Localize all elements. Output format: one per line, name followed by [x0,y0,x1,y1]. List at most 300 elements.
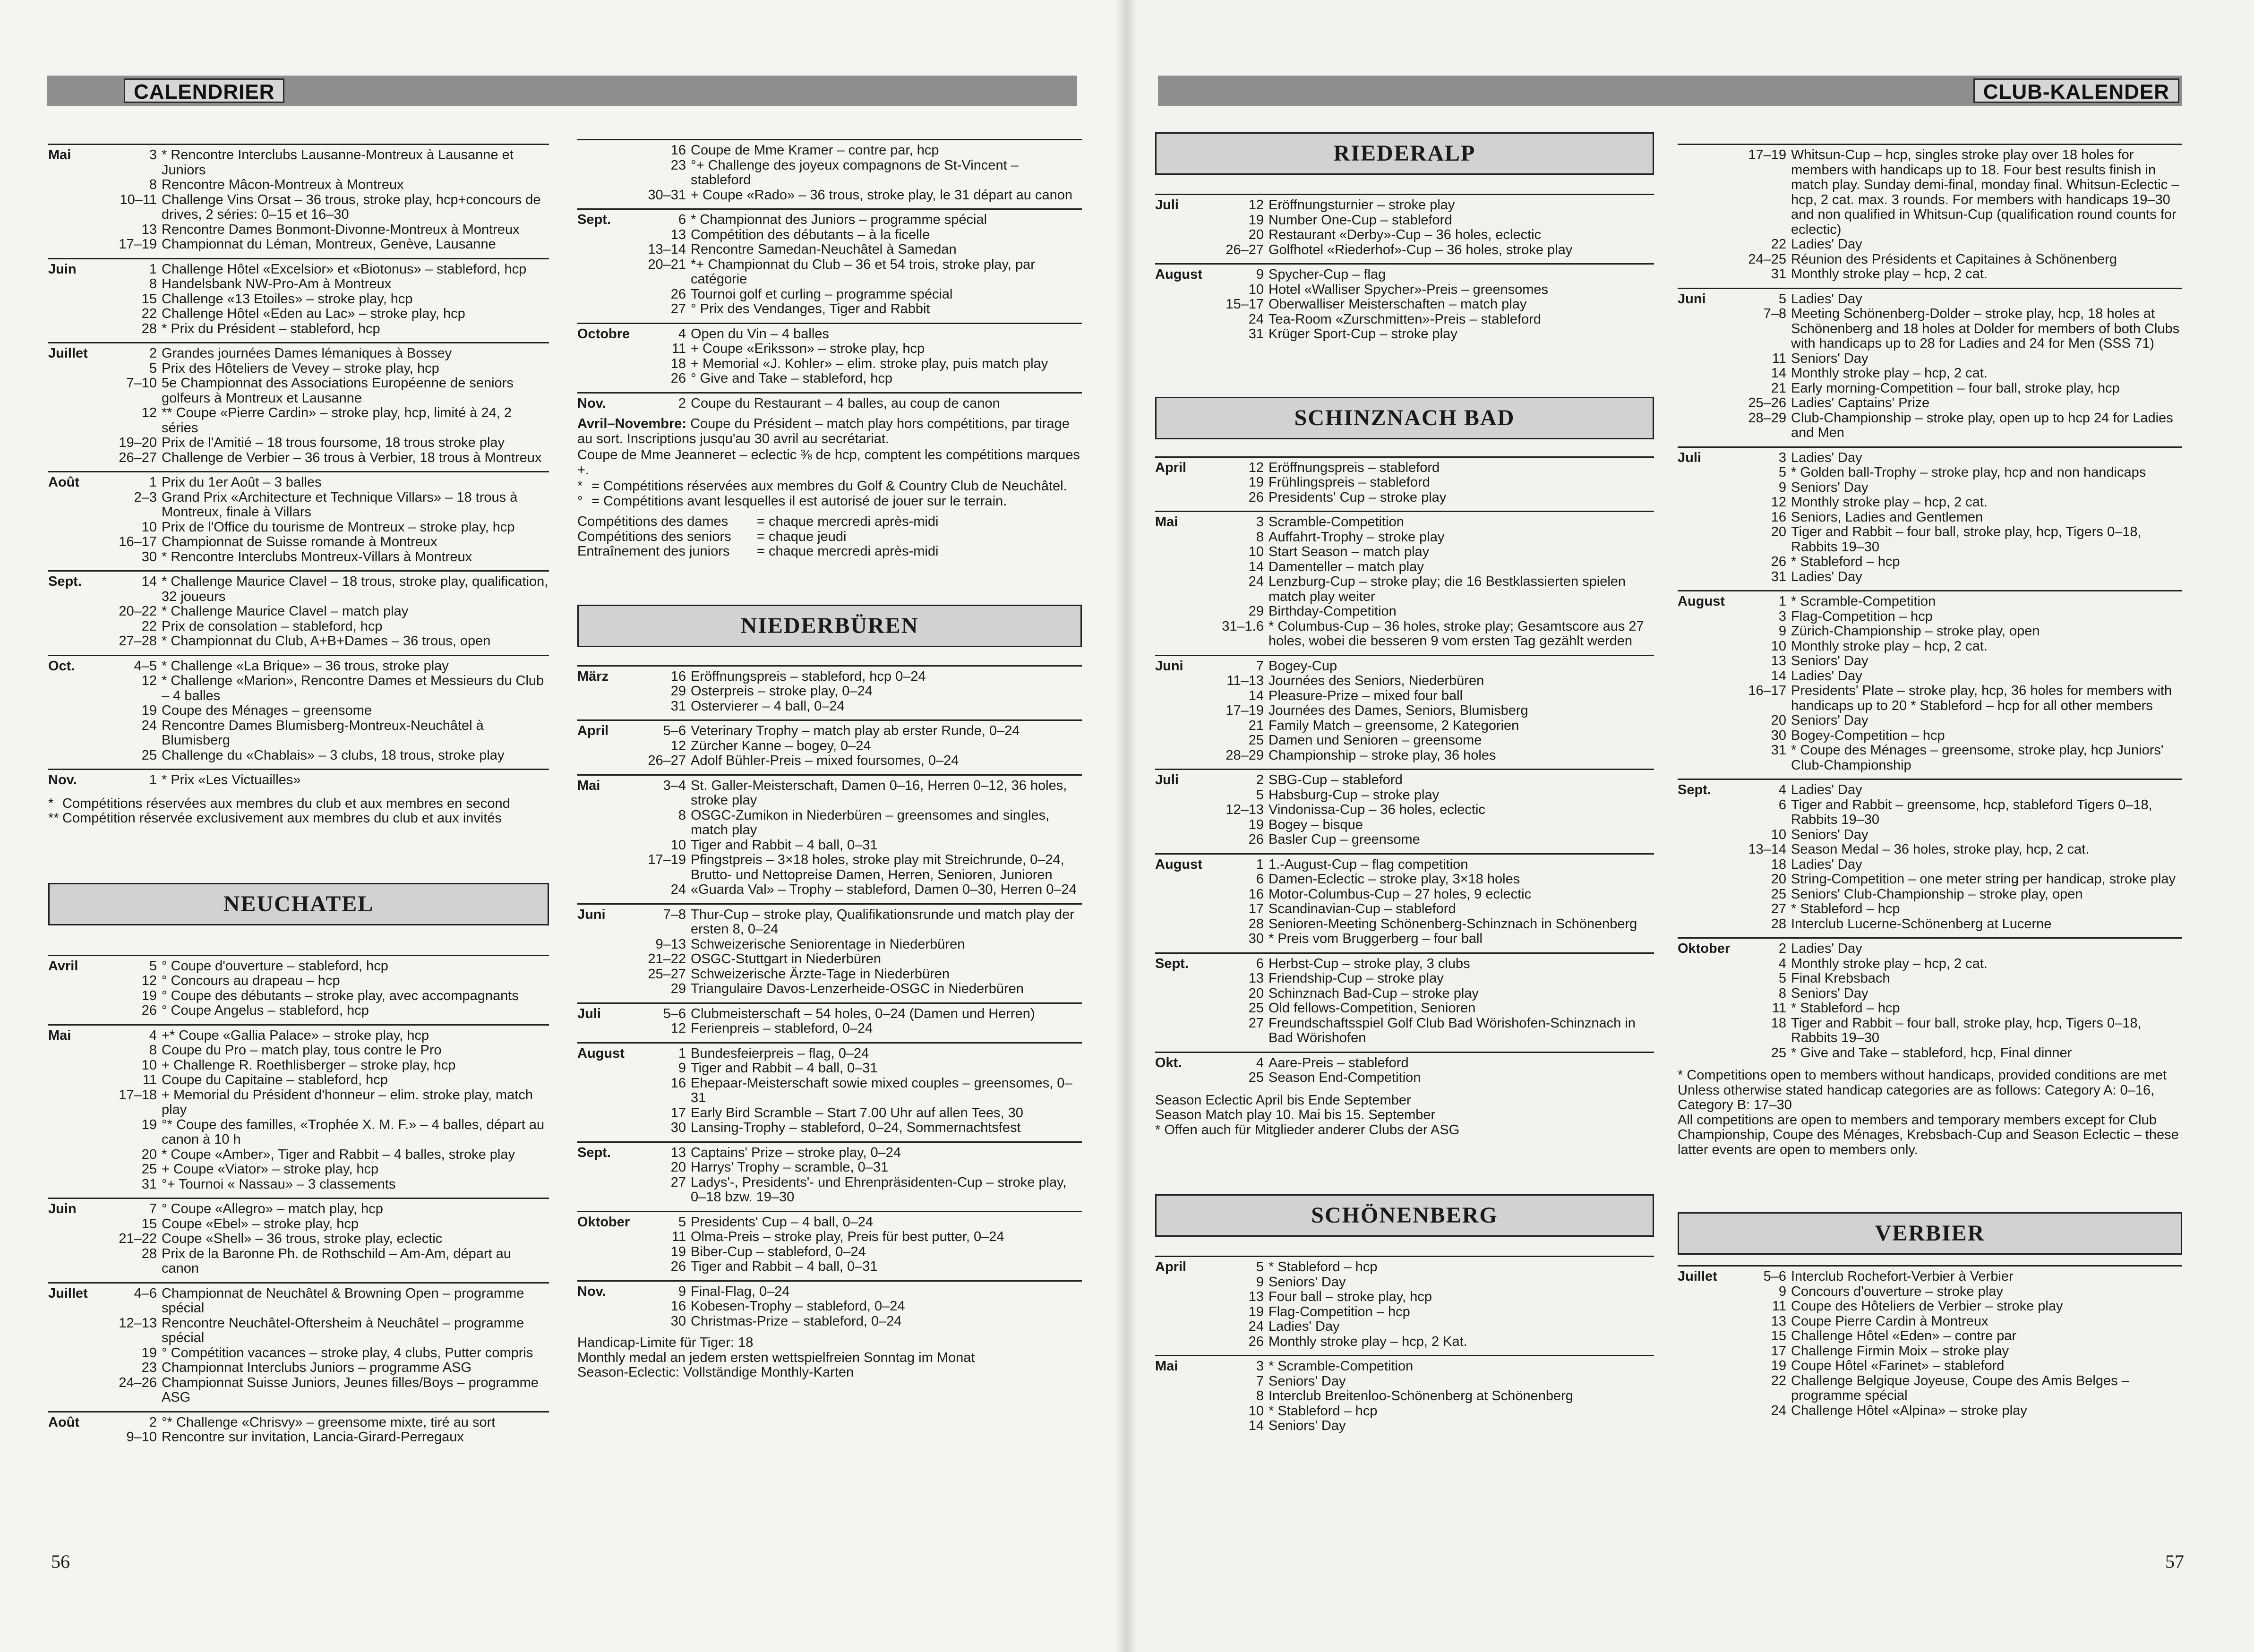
calendar-entry [1721,381,2182,396]
calendar-entry [92,490,549,520]
note-line: Season Match play 10. Mai bis 15. September [1155,1107,1436,1122]
calendar-entry [621,1061,1082,1076]
entry-date: 20–21 [648,257,686,272]
calendar-entry [621,739,1082,754]
entry-text: ° Coupe d'ouverture – stableford, hcp [162,958,388,974]
calendar-entry [1199,490,1654,505]
footnote-symbol: * [48,796,54,811]
calendar-entry [1199,902,1654,917]
entry-date: 1 [678,1045,686,1061]
niederburen-calendar [577,665,1082,1329]
entry-text: Ehepaar-Meisterschaft sowie mixed couples – greensomes, 0–31 [691,1075,1072,1105]
entry-date: 8 [1256,1388,1264,1404]
entry-text: «Guarda Val» – Trophy – stableford, Damen 0–30, Herren 0–24 [691,882,1077,897]
calendar-entry [1721,669,2182,684]
month-group [1678,144,2182,282]
entry-text: Seniors' Day [1791,351,1868,366]
month-group [577,903,1082,997]
entry-text: Aare-Preis – stableford [1268,1055,1409,1070]
entry-text: Schinznach Bad-Cup – stroke play [1268,985,1479,1001]
calendar-entry [92,436,549,451]
entry-date: 7–10 [126,376,157,391]
calendar-entry [1199,574,1654,604]
entry-text: + Memorial «J. Kohler» – elim. stroke play, puis match play [691,356,1048,371]
calendar-entry [92,1361,549,1376]
entries [1199,1359,1654,1434]
entry-text: 1.-August-Cup – flag competition [1268,856,1468,872]
entry-text: Journées des Seniors, Niederbüren [1268,673,1484,688]
entry-text: Seniors' Day [1791,653,1868,668]
entry-date: 27–28 [119,633,157,649]
entry-date: 26–27 [648,753,686,768]
calendar-entry [1199,475,1654,490]
entry-text: Schweizerische Ärzte-Tage in Niederbüren [691,966,950,982]
month-label: Juillet [48,1285,88,1301]
month-group [48,769,549,788]
entry-date: 2 [1256,772,1264,787]
calendar-entry [621,188,1082,203]
schonenberg-calendar-cont [1678,144,2182,1061]
calendrier-header-bar [47,76,1077,106]
schedule-value: = chaque mercredi après-midi [757,544,939,559]
entry-text: Season Medal – 36 holes, stroke play, hcp, 2 cat. [1791,842,2090,857]
month-label: Sept. [577,1145,611,1160]
calendar-entry [1721,525,2182,555]
entry-date: 26 [1771,554,1786,569]
entry-date: 26 [141,1003,157,1018]
month-label: April [1155,1259,1187,1275]
niederburen-notes [577,1335,1082,1380]
entry-date: 17 [670,1105,686,1121]
entry-text: Ladies' Day [1791,668,1862,684]
entry-date: 12 [141,405,157,420]
entry-text: Coupe du Pro – match play, tous contre le Pro [162,1043,442,1058]
entry-text: Rencontre Neuchâtel-Oftersheim à Neuchâtel – programme spécial [162,1315,524,1345]
calendar-entry [1721,872,2182,887]
entry-text: Club-Championship – stroke play, open up to hcp 24 for Ladies and Men [1791,410,2173,440]
calendar-entry [1721,1404,2182,1419]
calendar-entry [92,178,549,193]
entries [92,475,549,565]
entry-date: 10 [1771,638,1786,654]
entry-date: 31 [670,698,686,714]
calendar-entry [92,634,549,649]
month-group [1155,1256,1654,1349]
neuchatel-calendar-cont [577,139,1082,411]
entry-date: 13 [670,227,686,242]
entries [621,1146,1082,1205]
entry-text: Réunion des Présidents et Capitaines à Schönenberg [1791,251,2117,267]
entry-date: 13 [1248,1289,1264,1304]
calendar-entry [1199,282,1654,298]
entry-text: Presidents' Cup – 4 ball, 0–24 [691,1214,874,1230]
entry-date: 28–29 [1748,410,1786,426]
calendar-entry [1721,957,2182,972]
month-label: Mai [1155,1359,1178,1374]
calendar-entry [1199,748,1654,763]
entry-text: * Stableford – hcp [1791,901,1900,916]
calendar-entry [1199,733,1654,748]
month-group [1678,779,2182,932]
month-group [1155,456,1654,505]
entry-text: Monthly stroke play – hcp, 2 cat. [1791,266,1988,282]
montreux-notes [48,796,549,826]
entry-date: 12–13 [1226,802,1264,817]
entry-date: 4–5 [134,658,157,674]
entry-date: 5 [1256,1259,1264,1275]
entry-date: 14 [141,574,157,589]
entry-date: 25 [1771,886,1786,902]
entry-text: * Championnat des Juniors – programme spécial [691,212,987,227]
calendar-entry [92,277,549,292]
entry-date: 13 [670,1145,686,1160]
calendar-entry [1199,228,1654,243]
entries [1199,957,1654,1046]
entry-date: 16 [670,143,686,158]
calendar-entry [1721,609,2182,625]
calendar-entry [1721,1359,2182,1374]
entry-date: 5 [1778,971,1786,986]
entry-text: Zürich-Championship – stroke play, open [1791,624,2040,639]
entry-date: 19 [141,988,157,1003]
entry-text: * Coupe des Ménages – greensome, stroke play, hcp Juniors' Club-Championship [1791,743,2164,773]
calendar-entry [621,1245,1082,1260]
entry-date: 16 [670,1299,686,1314]
entry-text: Zürcher Kanne – bogey, 0–24 [691,738,871,753]
entry-date: 26–27 [119,450,157,465]
calendar-entry [621,669,1082,685]
entry-text: * Preis vom Bruggerberg – four ball [1268,931,1483,946]
entry-date: 28 [141,1246,157,1261]
entry-text: *+ Championnat du Club – 36 et 54 trois, stroke play, par catégorie [691,257,1035,287]
entry-text: + Challenge R. Roethlisberger – stroke play, hcp [162,1057,456,1073]
month-group [1678,937,2182,1061]
calendar-entry [1199,297,1654,312]
entry-text: Damen-Eclectic – stroke play, 3×18 holes [1268,872,1520,887]
entries [1199,461,1654,505]
calendar-entry [621,753,1082,769]
month-group [577,1002,1082,1036]
entry-text: Ladies' Day [1791,782,1862,797]
calendar-entry [1199,689,1654,704]
entry-text: + Coupe «Rado» – 36 trous, stroke play, le 31 départ au canon [691,187,1072,203]
month-group [577,774,1082,898]
entry-text: Coupe des Ménages – greensome [162,703,372,718]
calendar-entry [621,882,1082,898]
entry-date: 24 [1248,311,1264,327]
calendar-entry [621,1146,1082,1161]
entry-date: 13–14 [648,242,686,257]
entry-date: 8 [678,807,686,823]
calendar-entry [621,1175,1082,1205]
month-group [577,1280,1082,1329]
calendar-entry [1199,1305,1654,1320]
calendar-entry [92,406,549,436]
entry-text: Damen und Senioren – greensome [1268,733,1482,748]
calendar-entry [1721,728,2182,744]
calendar-entry [1721,148,2182,237]
entry-date: 17–19 [119,237,157,252]
entry-date: 5–6 [663,1006,686,1021]
calendar-entry [621,1021,1082,1036]
neuchatel-schedule [577,514,1082,559]
entry-date: 20 [1771,524,1786,539]
month-group [577,208,1082,317]
calendar-entry [92,1058,549,1073]
month-group [1155,263,1654,342]
entry-text: Coupe de Mme Kramer – contre par, hcp [691,143,939,158]
calendar-entry [621,1121,1082,1136]
entry-date: 19 [141,703,157,718]
entries [621,1046,1082,1136]
right-page [1126,0,2254,1652]
month-group [1155,194,1654,257]
entry-text: ° Coupe des débutants – stroke play, avec accompagnants [162,988,519,1003]
entries [92,659,549,763]
schedule-value: = chaque mercredi après-midi [757,514,939,529]
entry-text: Tiger and Rabbit – 4 ball, 0–31 [691,1259,878,1274]
entry-text: Biber-Cup – stableford, 0–24 [691,1244,866,1259]
month-group [1155,853,1654,947]
calendar-entry [1721,1314,2182,1329]
entry-text: Veterinary Trophy – match play ab erster Runde, 0–24 [691,723,1020,738]
entry-text: Herbst-Cup – stroke play, 3 clubs [1268,956,1470,971]
calendar-entry [92,748,549,763]
entry-date: 1 [1778,594,1786,609]
footnote-symbol: ** [48,811,59,826]
entry-date: 8 [1256,529,1264,545]
entries [1199,515,1654,649]
entry-date: 5 [149,958,157,974]
entry-date: 13 [1248,971,1264,986]
calendar-entry [621,684,1082,699]
entry-text: Rencontre Samedan-Neuchâtel à Samedan [691,242,957,257]
calendar-entry [92,1346,549,1361]
entry-text: Olma-Preis – stroke play, Preis für best putter, 0–24 [691,1229,1004,1244]
month-label: Juin [48,261,77,277]
entries [1721,451,2182,585]
entries [621,724,1082,769]
entry-date: 5 [678,1214,686,1230]
entry-date: 13 [1771,1313,1786,1329]
calendar-entry [1721,743,2182,773]
entry-text: Motor-Columbus-Cup – 27 holes, 9 eclectic [1268,886,1532,902]
month-group [1678,288,2182,441]
calendar-entry [1199,932,1654,947]
entry-date: 23 [141,1360,157,1375]
entry-text: Coupe «Ebel» – stroke play, hcp [162,1216,359,1232]
entry-text: ° Coupe «Allegro» – match play, hcp [162,1201,383,1216]
calendar-entry [1721,902,2182,917]
entry-date: 20 [141,1147,157,1162]
calendar-entry [621,779,1082,808]
calendar-entry [92,1147,549,1163]
entry-text: Pleasure-Prize – mixed four ball [1268,688,1463,703]
montreux-calendar [48,144,549,788]
entry-date: 22 [141,306,157,321]
entry-date: 5 [1778,465,1786,480]
calendar-entry [621,242,1082,257]
entry-text: Monthly stroke play – hcp, 2 cat. [1791,495,1988,510]
entry-date: 10 [141,519,157,535]
entry-text: Rencontre Dames Blumisberg-Montreux-Neuchâtel à Blumisberg [162,718,484,748]
entry-date: 12 [1248,197,1264,213]
entry-text: Monthly stroke play – hcp, 2 Kat. [1268,1334,1467,1349]
calendar-entry [92,1177,549,1192]
month-group [577,665,1082,714]
calendar-entry [621,302,1082,317]
calendar-entry [92,1162,549,1177]
page-number-right: 57 [2165,1551,2184,1572]
calendar-entry [1199,1319,1654,1335]
entry-text: Tiger and Rabbit – greensome, hcp, stableford Tigers 0–18, Rabbits 19–30 [1791,797,2152,827]
entry-date: 20 [1248,227,1264,242]
entry-text: * Rencontre Interclubs Montreux-Villars à Montreux [162,549,472,565]
entry-date: 24 [1771,1403,1786,1418]
entry-text: Golfhotel «Riederhof»-Cup – 36 holes, stroke play [1268,242,1573,257]
calendar-entry [1199,1404,1654,1419]
entry-date: 17–19 [1226,703,1264,718]
entry-date: 21–22 [119,1231,157,1246]
calendar-entry [621,724,1082,739]
schonenberg-calendar [1155,1256,1654,1434]
calendar-entry [621,158,1082,188]
entry-text: Osterpreis – stroke play, 0–24 [691,684,873,699]
calendar-entry [1721,971,2182,986]
entry-text: * Challenge Maurice Clavel – match play [162,604,409,619]
entry-date: 29 [1248,604,1264,619]
entry-date: 19 [141,1117,157,1132]
entry-text: Seniors' Day [1268,1274,1346,1290]
entry-date: 5–6 [1763,1269,1786,1284]
calendar-entry [1199,1056,1654,1071]
month-group [48,1411,549,1445]
entry-date: 4 [1256,1055,1264,1070]
calendar-entry [1199,619,1654,649]
entry-date: 12 [141,673,157,688]
calendar-entry [621,1299,1082,1314]
entry-text: Championship – stroke play, 36 holes [1268,747,1496,763]
entry-date: 19 [1248,212,1264,228]
calendar-entry [1199,1389,1654,1404]
month-label [577,143,621,203]
calendar-entry [1721,495,2182,510]
calendar-entry [1199,1001,1654,1016]
entry-date: 10 [1248,1403,1264,1419]
entry-text: Spycher-Cup – flag [1268,267,1386,282]
calendar-entry [1721,828,2182,843]
month-label: Nov. [48,772,77,787]
calendar-entry [92,1028,549,1044]
calendar-entry [1721,1046,2182,1061]
entry-text: Bogey-Cup [1268,658,1337,674]
calendar-entry [621,396,1082,411]
entries [1199,857,1654,947]
month-label: Juli [577,1006,601,1021]
entry-text: Interclub Rochefort-Verbier à Verbier [1791,1269,2014,1284]
calendar-entry [621,1046,1082,1061]
entry-text: Rencontre sur invitation, Lancia-Girard-Perregaux [162,1429,464,1445]
entry-date: 8 [149,1043,157,1058]
entry-text: Ladies' Day [1791,856,1862,872]
entries [621,779,1082,898]
month-group [577,392,1082,411]
calendar-entry [1199,243,1654,258]
month-label: Juillet [1678,1269,1717,1284]
calendar-entry [621,143,1082,158]
entry-text: Habsburg-Cup – stroke play [1268,787,1440,803]
entry-text: Auffahrt-Trophy – stroke play [1268,529,1445,545]
entry-date: 18 [1771,856,1786,872]
entry-date: 25 [1248,1001,1264,1016]
calendar-entry [1199,515,1654,530]
entry-text: * Stableford – hcp [1268,1259,1378,1275]
month-label: Juli [1155,772,1179,787]
entry-text: SBG-Cup – stableford [1268,772,1403,787]
entry-date: 27 [1771,901,1786,916]
month-label: Oktober [577,1214,630,1230]
entry-date: 21–22 [648,951,686,967]
entry-date: 27 [670,1174,686,1190]
entry-text: * Prix «Les Victuailles» [162,772,301,787]
entries [92,1415,549,1445]
entry-text: * Prix du Président – stableford, hcp [162,321,380,336]
entries [92,574,549,649]
calendar-entry [621,1259,1082,1275]
entry-date: 13 [1771,653,1786,668]
entry-date: 2 [678,395,686,411]
entry-text: Final Krebsbach [1791,971,1890,986]
entry-date: 10 [1248,544,1264,559]
entry-text: Interclub Lucerne-Schönenberg at Lucerne [1791,916,2052,932]
calendar-entry [1199,1359,1654,1374]
neuchatel-title: NEUCHATEL [48,883,549,925]
entry-date: 20–22 [119,604,157,619]
entry-text: Coupe du Capitaine – stableford, hcp [162,1072,388,1087]
entry-date: 16–17 [119,534,157,549]
entry-text: * Stableford – hcp [1791,1001,1900,1016]
schinznach-calendar [1155,456,1654,1086]
calendar-entry [621,838,1082,853]
entry-text: Lenzburg-Cup – stroke play; die 16 Bestklassierten spielen match play weiter [1268,574,1626,604]
calendar-entry [1721,639,2182,654]
entry-text: Presidents' Plate – stroke play, hcp, 36 holes for members with handicaps up to 20 * Stableford – hcp for all other members [1791,683,2172,713]
entry-date: 26 [1248,489,1264,505]
entry-date: 19 [1248,817,1264,832]
entry-text: Coupe Hôtel «Farinet» – stableford [1791,1358,2005,1373]
entry-text: * Rencontre Interclubs Lausanne-Montreux à Lausanne et Juniors [162,147,514,178]
month-label: August [1155,267,1202,282]
entry-date: 12 [1248,460,1264,475]
entry-text: * Challenge «Marion», Rencontre Dames et Messieurs du Club – 4 balles [162,673,544,703]
entry-date: 19–20 [119,435,157,450]
entry-text: Four ball – stroke play, hcp [1268,1289,1432,1304]
schedule-row [577,530,1082,545]
entry-text: Challenge Hôtel «Eden» – contre par [1791,1328,2017,1344]
entry-date: 28–29 [1226,747,1264,763]
entry-date: 2 [149,346,157,361]
entry-text: * Challenge «La Brique» – 36 trous, stroke play [162,658,449,674]
entry-text: Prix de consolation – stableford, hcp [162,618,383,634]
month-label: Mai [48,1027,71,1043]
calendar-entry [92,703,549,719]
entry-text: Challenge Hôtel «Eden au Lac» – stroke play, hcp [162,306,465,321]
entry-date: 23 [670,157,686,173]
neuchatel-notes [577,479,1082,509]
niederburen-title: NIEDERBÜREN [577,605,1082,647]
entry-text: Early Bird Scramble – Start 7.00 Uhr auf allen Tees, 30 [691,1105,1023,1121]
entry-date: 9–13 [655,936,686,952]
